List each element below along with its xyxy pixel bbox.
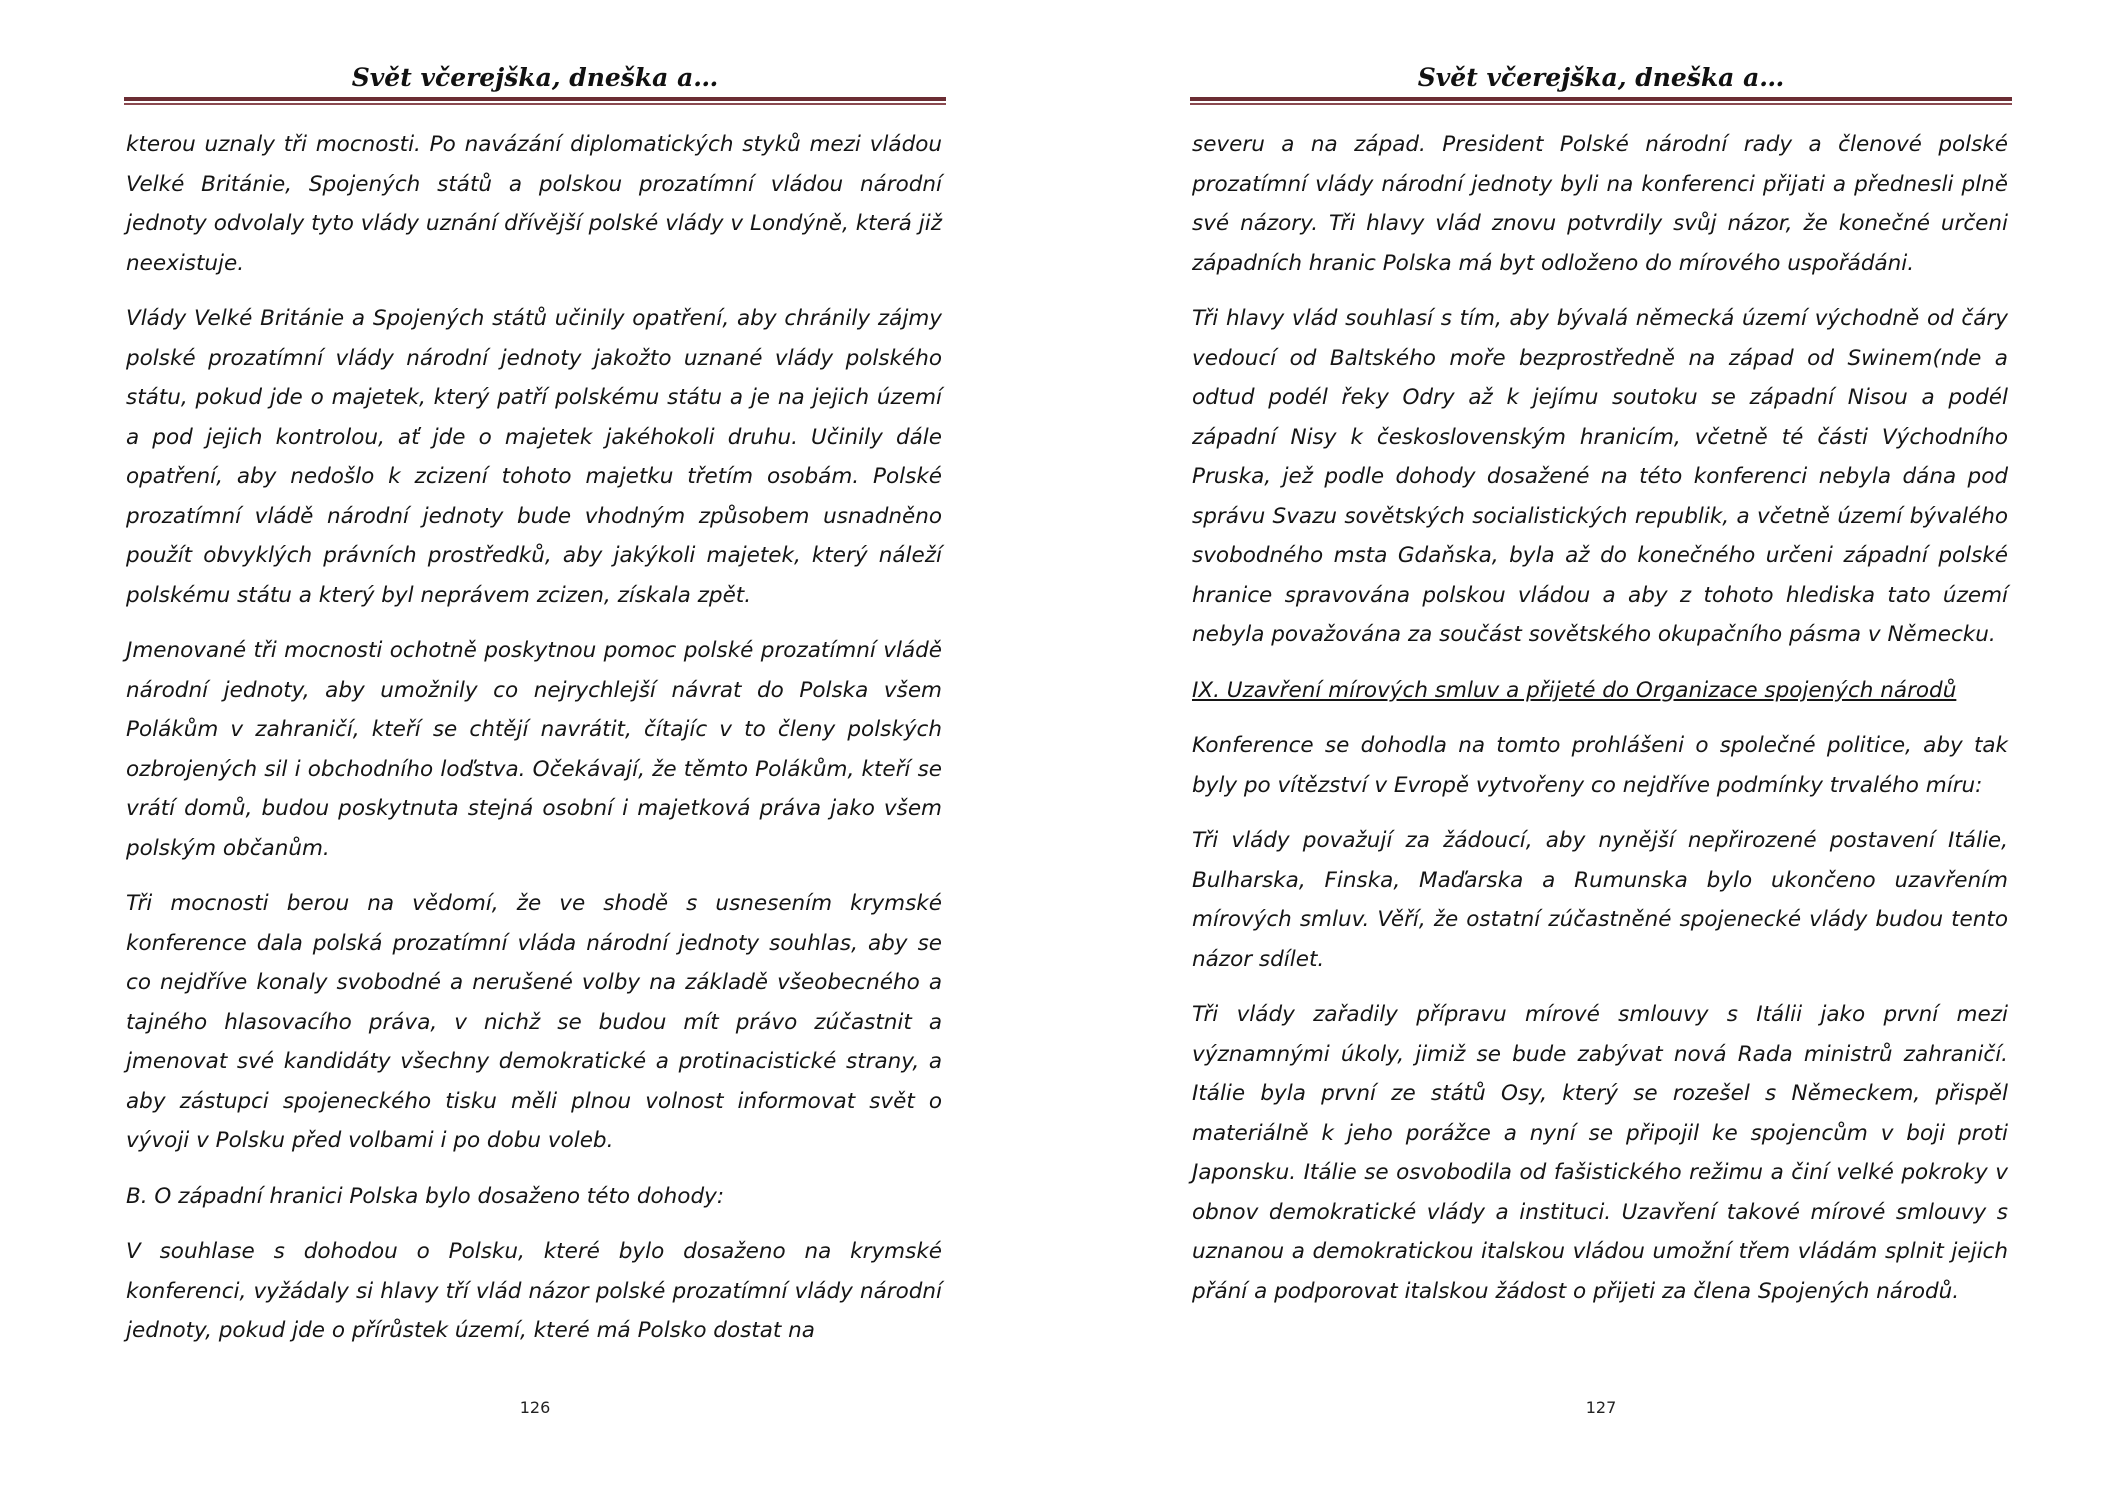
paragraph: Vlády Velké Británie a Spojených států učinily opatření, aby chránily zájmy polské prozatímní vlády národní jednoty jakožto uznané vlády polského státu, pokud jde o majetek, který patří polskému státu a je na jejich území a pod jejich kontrolou, ať jde o majetek jakéhokoli druhu. Učinily dále opatření, aby nedošlo k zcizení tohoto majetku třetím osobám. Polské prozatímní vládě národní jednoty bude vhodným způsobem usnadněno použít obvyklých právních prostředků, aby jakýkoli majetek, který náleží polskému státu a který byl neprávem zcizen, získala zpět. [126, 306, 942, 608]
header-rule-thin [124, 103, 946, 105]
paragraph: V souhlase s dohodou o Polsku, které bylo dosaženo na krymské konferenci, vyžádaly si hlavy tří vlád názor polské prozatímní vlády národní jednoty, pokud jde o přírůstek území, které má Polsko dostat na [126, 1239, 942, 1343]
paragraph: Konference se dohodla na tomto prohlášeni o společné politice, aby tak byly po vítězství v Evropě vytvořeny co nejdříve podmínky trvalého míru: [1192, 733, 2008, 798]
paragraph: Tři mocnosti berou na vědomí, že ve shodě s usnesením krymské konference dala polská prozatímní vláda národní jednoty souhlas, aby se co nejdříve konaly svobodné a nerušené volby na základě všeobecného a tajného hlasovacího práva, v nichž se budou mít právo zúčastnit a jmenovat své kandidáty všechny demokratické a protinacistické strany, a aby zástupci spojeneckého tisku měli plnou volnost informovat svět o vývoji v Polsku před volbami i po dobu voleb. [126, 891, 942, 1153]
header-rule [1190, 97, 2012, 106]
body-text [1192, 125, 2008, 1327]
subheading: B. O západní hranici Polska bylo dosaženo této dohody: [126, 1183, 725, 1209]
page-number: 127 [1585, 1398, 1617, 1417]
body-text [126, 125, 942, 1367]
paragraph: Tři vlády zařadily přípravu mírové smlouvy s Itálii jako první mezi významnými úkoly, jimiž se bude zabývat nová Rada ministrů zahraničí. Itálie byla první ze států Osy, který se rozešel s Německem, přispěl materiálně k jeho porážce a nyní se připojil ke spojencům v boji proti Japonsku. Itálie se osvobodila od fašistického režimu a činí velké pokroky v obnov demokratické vlády a instituci. Uzavření takové mírové smlouvy s uznanou a demokratickou italskou vládou umožní třem vládám splnit jejich přání a podporovat italskou žádost o přijeti za člena Spojených národů. [1192, 1002, 2008, 1304]
header-rule-thick [1190, 97, 2012, 101]
header-rule-thick [124, 97, 946, 101]
paragraph: kterou uznaly tři mocnosti. Po navázání diplomatických styků mezi vládou Velké Británie, Spojených států a polskou prozatímní vládou národní jednoty odvolaly tyto vlády uznání dřívější polské vlády v Londýně, která již neexistuje. [126, 132, 942, 276]
paragraph: Tři hlavy vlád souhlasí s tím, aby bývalá německá území východně od čáry vedoucí od Baltského moře bezprostředně na západ od Swinem(nde a odtud podél řeky Odry až k jejímu soutoku se západní Nisou a podél západní Nisy k československým hranicím, včetně té části Východního Pruska, jež podle dohody dosažené na této konferenci nebyla dána pod správu Svazu sovětských socialistických republik, a včetně území bývalého svobodného msta Gdaňska, byla až do konečného určeni západní polské hranice spravována polskou vládou a aby z tohoto hlediska tato území nebyla považována za součást sovětského okupačního pásma v Německu. [1192, 306, 2008, 647]
page-number: 126 [519, 1398, 551, 1417]
header-rule [124, 97, 946, 106]
running-head: Svět včerejška, dneška a… [351, 63, 719, 92]
paragraph: Jmenované tři mocnosti ochotně poskytnou pomoc polské prozatímní vládě národní jednoty, aby umožnily co nejrychlejší návrat do Polska všem Polákům v zahraničí, kteří se chtějí navrátit, čítajíc v to členy polských ozbrojených sil i obchodního loďstva. Očekávají, že těmto Polákům, kteří se vrátí domů, budou poskytnuta stejná osobní i majetková práva jako všem polským občanům. [126, 638, 942, 861]
section-heading: IX. Uzavření mírových smluv a přijeté do Organizace spojených národů [1192, 677, 1957, 703]
paragraph: Tři vlády považují za žádoucí, aby nynější nepřirozené postavení Itálie, Bulharska, Finska, Maďarska a Rumunska bylo ukončeno uzavřením mírových smluv. Věří, že ostatní zúčastněné spojenecké vlády budou tento názor sdílet. [1192, 828, 2008, 972]
right-page [1190, 0, 2012, 1500]
paragraph: severu a na západ. President Polské národní rady a členové polské prozatímní vlády národní jednoty byli na konferenci přijati a přednesli plně své názory. Tři hlavy vlád znovu potvrdily svůj názor, že konečné určeni západních hranic Polska má byt odloženo do mírového uspořádáni. [1192, 132, 2008, 276]
header-rule-thin [1190, 103, 2012, 105]
left-page [124, 0, 946, 1500]
running-head: Svět včerejška, dneška a… [1417, 63, 1785, 92]
